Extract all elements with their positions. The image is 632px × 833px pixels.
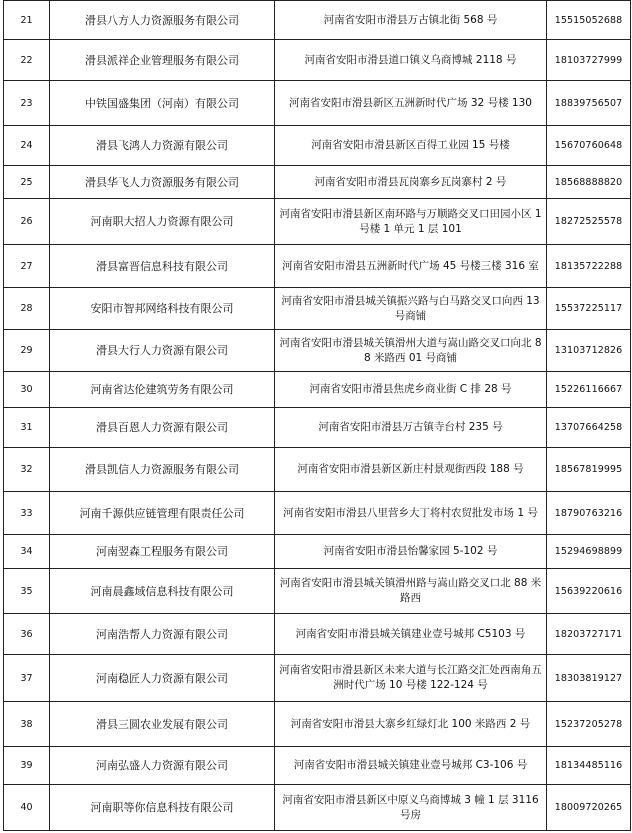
table-row bbox=[4, 655, 631, 702]
company-phone: 18567819995 bbox=[547, 448, 631, 492]
row-number: 31 bbox=[4, 408, 50, 448]
company-phone: 15226116667 bbox=[547, 372, 631, 408]
table-row bbox=[4, 166, 631, 199]
table-row bbox=[4, 126, 631, 166]
company-phone: 18135722288 bbox=[547, 245, 631, 288]
company-phone: 18103727999 bbox=[547, 40, 631, 81]
company-address: 河南省安阳市滑县焦虎乡商业街 C 排 28 号 bbox=[275, 372, 547, 408]
row-number: 22 bbox=[4, 40, 50, 81]
row-number: 28 bbox=[4, 288, 50, 330]
row-number: 26 bbox=[4, 199, 50, 245]
row-number: 23 bbox=[4, 81, 50, 126]
row-number: 25 bbox=[4, 166, 50, 199]
company-name: 滑县富晋信息科技有限公司 bbox=[50, 245, 275, 288]
company-phone: 15670760648 bbox=[547, 126, 631, 166]
company-phone: 13103712826 bbox=[547, 330, 631, 372]
company-phone: 15515052688 bbox=[547, 1, 631, 40]
row-number: 34 bbox=[4, 535, 50, 569]
company-phone: 15294698899 bbox=[547, 535, 631, 569]
company-phone: 13707664258 bbox=[547, 408, 631, 448]
company-name: 河南弘盛人力资源有限公司 bbox=[50, 747, 275, 785]
table-row bbox=[4, 81, 631, 126]
company-address: 河南省安阳市滑县城关镇滑州大道与嵩山路交叉口向北 88 米路西 01 号商铺 bbox=[275, 330, 547, 372]
row-number: 24 bbox=[4, 126, 50, 166]
company-address: 河南省安阳市滑县城关镇建业壹号城邦 C3-106 号 bbox=[275, 747, 547, 785]
company-name: 河南翌森工程服务有限公司 bbox=[50, 535, 275, 569]
company-phone: 18009720265 bbox=[547, 785, 631, 831]
company-phone: 18272525578 bbox=[547, 199, 631, 245]
row-number: 30 bbox=[4, 372, 50, 408]
company-name: 滑县大行人力资源有限公司 bbox=[50, 330, 275, 372]
company-address: 河南省安阳市滑县大寨乡红绿灯北 100 米路西 2 号 bbox=[275, 702, 547, 747]
table-row bbox=[4, 535, 631, 569]
table-row bbox=[4, 245, 631, 288]
company-name: 滑县百恩人力资源有限公司 bbox=[50, 408, 275, 448]
row-number: 38 bbox=[4, 702, 50, 747]
table-row bbox=[4, 702, 631, 747]
company-address: 河南省安阳市滑县城关镇滑州路与嵩山路交叉口北 88 米路西 bbox=[275, 569, 547, 614]
company-phone: 18839756507 bbox=[547, 81, 631, 126]
company-phone: 18790763216 bbox=[547, 492, 631, 535]
row-number: 27 bbox=[4, 245, 50, 288]
table-row bbox=[4, 569, 631, 614]
company-table-body bbox=[4, 1, 631, 831]
company-name: 滑县飞鸿人力资源有限公司 bbox=[50, 126, 275, 166]
row-number: 32 bbox=[4, 448, 50, 492]
table-row bbox=[4, 40, 631, 81]
row-number: 40 bbox=[4, 785, 50, 831]
company-table bbox=[3, 0, 631, 831]
company-address: 河南省安阳市滑县新区新庄村景观街西段 188 号 bbox=[275, 448, 547, 492]
company-phone: 18303819127 bbox=[547, 655, 631, 702]
row-number: 37 bbox=[4, 655, 50, 702]
company-phone: 15537225117 bbox=[547, 288, 631, 330]
company-address: 河南省安阳市滑县新区南环路与万顺路交叉口田园小区 1 号楼 1 单元 1 层 101 bbox=[275, 199, 547, 245]
company-phone: 15237205278 bbox=[547, 702, 631, 747]
company-name: 滑县派祥企业管理服务有限公司 bbox=[50, 40, 275, 81]
table-row bbox=[4, 747, 631, 785]
table-row bbox=[4, 614, 631, 655]
table-row bbox=[4, 1, 631, 40]
company-address: 河南省安阳市滑县城关镇建业壹号城邦 C5103 号 bbox=[275, 614, 547, 655]
company-name: 河南省达伦建筑劳务有限公司 bbox=[50, 372, 275, 408]
row-number: 33 bbox=[4, 492, 50, 535]
company-address: 河南省安阳市滑县新区中原义乌商博城 3 幢 1 层 3116 号房 bbox=[275, 785, 547, 831]
company-name: 河南稳匠人力资源有限公司 bbox=[50, 655, 275, 702]
company-address: 河南省安阳市滑县万古镇寺台村 235 号 bbox=[275, 408, 547, 448]
table-row bbox=[4, 785, 631, 831]
table-row bbox=[4, 330, 631, 372]
company-address: 河南省安阳市滑县新区百得工业园 15 号楼 bbox=[275, 126, 547, 166]
company-address: 河南省安阳市滑县万古镇北街 568 号 bbox=[275, 1, 547, 40]
company-address: 河南省安阳市滑县瓦岗寨乡瓦岗寨村 2 号 bbox=[275, 166, 547, 199]
table-row bbox=[4, 408, 631, 448]
company-phone: 18203727171 bbox=[547, 614, 631, 655]
company-address: 河南省安阳市滑县怡馨家园 5-102 号 bbox=[275, 535, 547, 569]
company-phone: 18134485116 bbox=[547, 747, 631, 785]
company-name: 河南晨鑫域信息科技有限公司 bbox=[50, 569, 275, 614]
table-row bbox=[4, 448, 631, 492]
table-row bbox=[4, 372, 631, 408]
company-name: 滑县八方人力资源服务有限公司 bbox=[50, 1, 275, 40]
company-address: 河南省安阳市滑县新区未来大道与长江路交汇处西南角五洲时代广场 10 号楼 122-124 号 bbox=[275, 655, 547, 702]
company-name: 河南职等你信息科技有限公司 bbox=[50, 785, 275, 831]
company-phone: 15639220616 bbox=[547, 569, 631, 614]
row-number: 36 bbox=[4, 614, 50, 655]
company-address: 河南省安阳市滑县八里营乡大丁将村农贸批发市场 1 号 bbox=[275, 492, 547, 535]
company-name: 河南千源供应链管理有限责任公司 bbox=[50, 492, 275, 535]
table-row bbox=[4, 492, 631, 535]
company-address: 河南省安阳市滑县城关镇振兴路与白马路交叉口向西 13 号商铺 bbox=[275, 288, 547, 330]
row-number: 29 bbox=[4, 330, 50, 372]
row-number: 39 bbox=[4, 747, 50, 785]
company-name: 滑县华飞人力资源服务有限公司 bbox=[50, 166, 275, 199]
company-name: 中铁国盛集团（河南）有限公司 bbox=[50, 81, 275, 126]
company-address: 河南省安阳市滑县新区五洲新时代广场 32 号楼 130 bbox=[275, 81, 547, 126]
company-name: 安阳市智邦网络科技有限公司 bbox=[50, 288, 275, 330]
company-name: 河南职大招人力资源有限公司 bbox=[50, 199, 275, 245]
row-number: 21 bbox=[4, 1, 50, 40]
company-phone: 18568888820 bbox=[547, 166, 631, 199]
company-address: 河南省安阳市滑县五洲新时代广场 45 号楼三楼 316 室 bbox=[275, 245, 547, 288]
company-name: 河南浩帮人力资源有限公司 bbox=[50, 614, 275, 655]
row-number: 35 bbox=[4, 569, 50, 614]
table-row bbox=[4, 199, 631, 245]
company-name: 滑县凯信人力资源服务有限公司 bbox=[50, 448, 275, 492]
company-name: 滑县三圆农业发展有限公司 bbox=[50, 702, 275, 747]
table-row bbox=[4, 288, 631, 330]
company-address: 河南省安阳市滑县道口镇义乌商博城 2118 号 bbox=[275, 40, 547, 81]
